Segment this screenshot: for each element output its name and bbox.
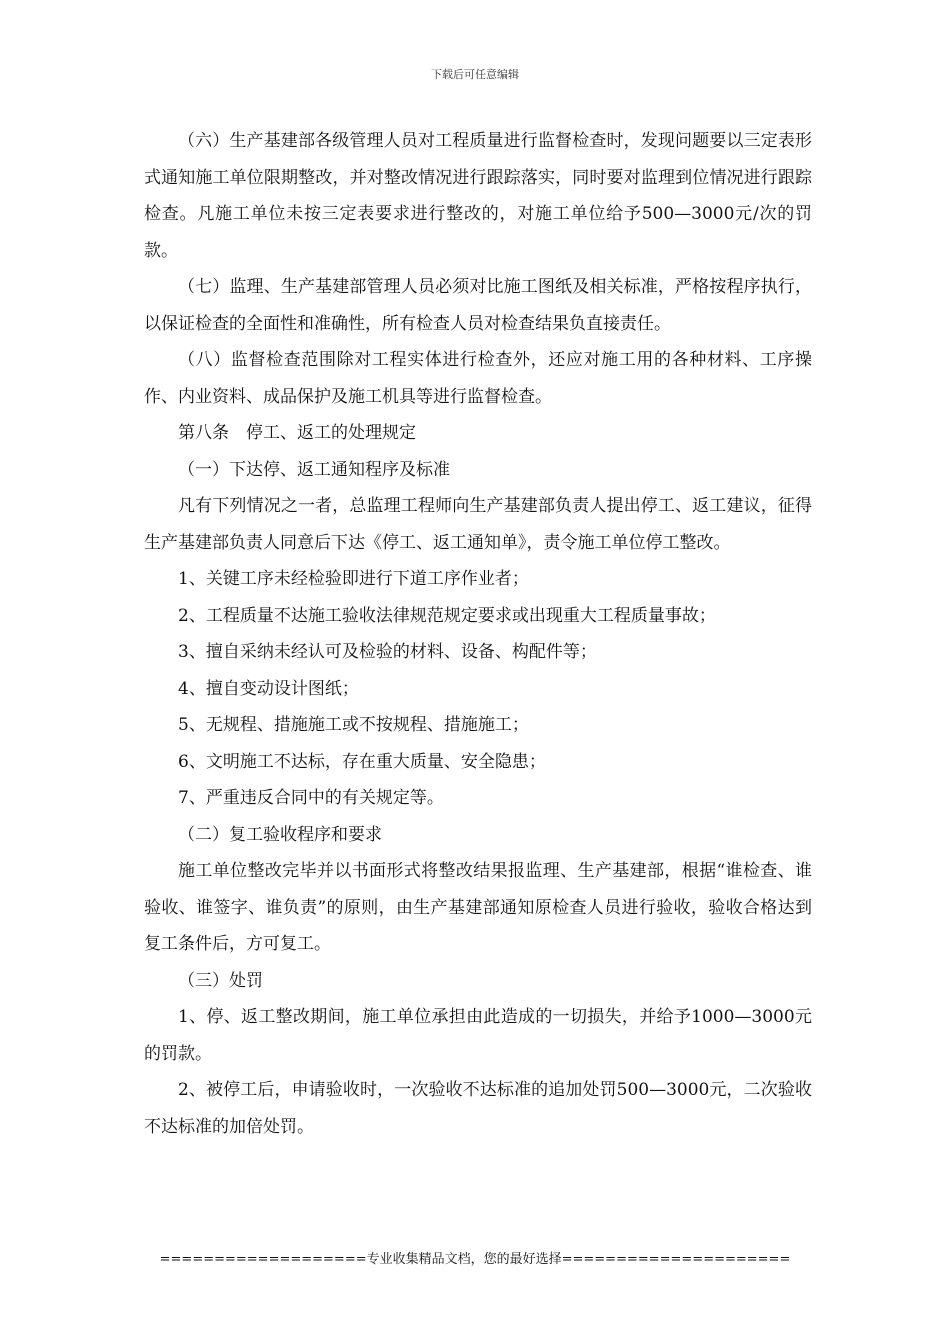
section-2-heading: （二）复工验收程序和要求 — [178, 824, 382, 845]
list-item-6: 6、文明施工不达标，存在重大质量、安全隐患； — [178, 751, 546, 772]
list-item-7: 7、严重违反合同中的有关规定等。 — [178, 788, 444, 808]
list-item-2: 2、工程质量不达施工验收法律规范规定要求或出现重大工程质量事故； — [178, 605, 716, 626]
paragraph-7: （七）监理、生产基建部管理人员必须对比施工图纸及相关标准，严格按程序执行，以保证检查的全面性和准确性，所有检查人员对检查结果负直接责任。 — [144, 277, 812, 334]
section-1-heading: （一）下达停、返工通知程序及标准 — [178, 459, 450, 480]
list-item-1: 1、关键工序未经检验即进行下道工序作业者； — [178, 569, 529, 589]
section-3-heading: （三）处罚 — [178, 970, 263, 991]
penalty-item-1: 1、停、返工整改期间，施工单位承担由此造成的一切损失，并给予1000—3000元的罚款。 — [144, 1007, 812, 1064]
section-2-body: 施工单位整改完毕并以书面形式将整改结果报监理、生产基建部，根据“谁检查、谁验收、谁签字、谁负责”的原则，由生产基建部通知原检查人员进行验收，验收合格达到复工条件后，方可复工。 — [144, 861, 812, 954]
list-item-4: 4、擅自变动设计图纸； — [178, 678, 359, 699]
section-1-intro: 凡有下列情况之一者，总监理工程师向生产基建部负责人提出停工、返工建议，征得生产基建部负责人同意后下达《停工、返工通知单》，责令施工单位停工整改。 — [144, 496, 812, 553]
article-8-heading: 第八条 停工、返工的处理规定 — [178, 423, 416, 443]
paragraph-8: （八）监督检查范围除对工程实体进行检查外，还应对施工用的各种材料、工序操作、内业资料、成品保护及施工机具等进行监督检查。 — [144, 350, 812, 407]
list-item-3: 3、擅自采纳未经认可及检验的材料、设备、构配件等； — [178, 642, 597, 662]
penalty-item-2: 2、被停工后，申请验收时，一次验收不达标准的追加处罚500—3000元，二次验收不达标准的加倍处罚。 — [144, 1080, 812, 1137]
page-footer: ===================专业收集精品文档，您的最好选择===================== — [159, 1252, 791, 1267]
document-body — [144, 123, 812, 1145]
paragraph-6: （六）生产基建部各级管理人员对工程质量进行监督检查时，发现问题要以三定表形式通知施工单位限期整改，并对整改情况进行跟踪落实，同时要对监理到位情况进行跟踪检查。凡施工单位未按三定表要求进行整改的，对施工单位给予500—3000元/次的罚款。 — [144, 131, 812, 261]
page-header: 下载后可任意编辑 — [431, 68, 519, 81]
list-item-5: 5、无规程、措施施工或不按规程、措施施工； — [178, 715, 529, 735]
